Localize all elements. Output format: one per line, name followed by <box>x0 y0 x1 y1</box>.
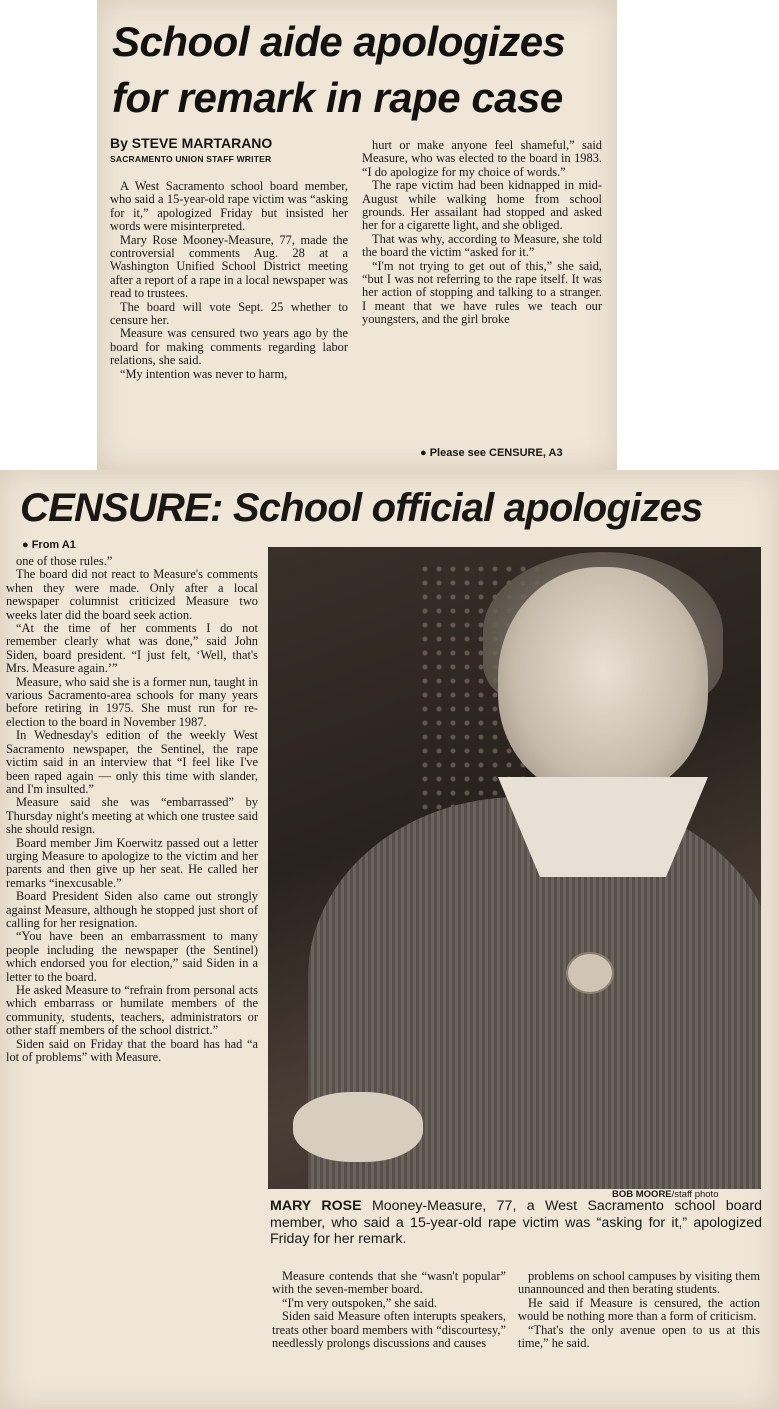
photo-caption <box>270 1198 762 1248</box>
paragraph: That was why, according to Measure, she told the board the victim “asked for it.” <box>362 231 602 260</box>
paragraph: hurt or make anyone feel shameful,” said Measure, who was elected to the board in 1983. “I do apologize for my choice of words.” <box>362 138 602 179</box>
paragraph: A West Sacramento school board member, who said a 15-year-old rape victim was “asking for it,” apologized Friday but insisted her words were misinterpreted. <box>110 179 348 234</box>
caption-text: Mooney-Measure, 77, a West Sacramento school board member, who said a 15-year-old rape victim was “asking for it,” apologized Friday for her remark. <box>270 1198 762 1247</box>
photo-pendant <box>566 952 614 994</box>
bottom-article-left-column <box>6 555 258 1064</box>
paragraph: Board President Siden also came out strongly against Measure, although he stopped just short of calling for her resignation. <box>6 889 258 930</box>
photo-credit-role: /staff photo <box>671 1189 719 1200</box>
paragraph: The rape victim had been kidnapped in mid-August while walking home from school grounds. Her assailant had stopped and asked her for a cigarette light, and she obliged. <box>362 178 602 233</box>
paragraph: The board will vote Sept. 25 whether to censure her. <box>110 299 348 328</box>
paragraph: In Wednesday's edition of the weekly West Sacramento newspaper, the Sentinel, the rape victim said in an interview that “I feel like I've been raped again — only this time with slander, and I'm insulted.” <box>6 728 258 796</box>
byline: By STEVE MARTARANO <box>110 135 273 151</box>
paragraph: Siden said Measure often interupts speakers, treats other board members with “discourtesy,” needlessly prolongs discussions and causes <box>272 1309 506 1351</box>
paragraph: Measure was censured two years ago by the board for making comments regarding labor relations, she said. <box>110 326 348 368</box>
bottom-article-right-column <box>518 1270 760 1350</box>
jump-line: ● Please see CENSURE, A3 <box>420 447 563 459</box>
paragraph: “I'm very outspoken,” she said. <box>282 1295 438 1310</box>
paragraph: Measure, who said she is a former nun, taught in various Sacramento-area schools for many years before retiring in 1975. She must run for re-election to the board in November 1987. <box>6 674 258 729</box>
top-article-column-2 <box>362 139 602 327</box>
paragraph: Measure said she was “embarrassed” by Thursday night's meeting at which one trustee said she should resign. <box>6 795 258 837</box>
paragraph: “You have been an embarrassment to many people including the newspaper (the Sentinel) which endorsed you for election,” said Siden in a letter to the board. <box>6 929 258 984</box>
top-article-column-1 <box>110 180 348 381</box>
paragraph: Board member Jim Koerwitz passed out a letter urging Measure to apologize to the victim and her parents and then give up her seat. He called her remarks “inexcusable.” <box>6 835 258 890</box>
paragraph: The board did not react to Measure's comments when they were made. Only after a local newspaper columnist criticized Measure two weeks later did the board seek action. <box>6 567 258 622</box>
portrait-photo <box>268 547 761 1189</box>
paragraph: problems on school campuses by visiting them unannounced and then berating students. <box>518 1269 760 1297</box>
paragraph: “I'm not trying to get out of this,” she said, “but I was not referring to the rape itself. It was her action of stopping and talking to a stranger. I meant that we have rules we teach our youngsters, and the girl broke <box>362 258 602 327</box>
paragraph: He asked Measure to “refrain from personal acts which embarrass or humilate members of the community, students, teachers, administrators or other staff members of the school district.” <box>6 983 258 1038</box>
paragraph: He said if Measure is censured, the action would be nothing more than a form of criticism. <box>518 1295 760 1324</box>
photo-credit-name: BOB MOORE <box>612 1189 672 1200</box>
paragraph: “At the time of her comments I do not remember clearly what was done,” said John Siden, board president. “I just felt, ‘Well, that's Mrs. Measure again.’” <box>6 621 258 676</box>
headline-line-2: for remark in rape case <box>112 74 563 121</box>
bottom-article-middle-column <box>272 1270 506 1350</box>
caption-name: MARY ROSE <box>270 1198 362 1214</box>
from-marker: ● From A1 <box>22 539 76 551</box>
paragraph: Siden said on Friday that the board has had “a lot of problems” with Measure. <box>6 1036 258 1065</box>
paragraph: “That's the only avenue open to us at this time,” he said. <box>518 1322 760 1351</box>
photo-figure-face <box>498 567 708 797</box>
byline-affiliation: SACRAMENTO UNION STAFF WRITER <box>110 154 272 164</box>
continuation-headline: CENSURE: School official apologizes <box>20 486 703 530</box>
paragraph: Mary Rose Mooney-Measure, 77, made the controversial comments Aug. 28 at a Washington Unified School District meeting after a report of a rape in a local newspaper was read to trustees. <box>110 232 348 301</box>
paragraph: “My intention was never to harm, <box>120 366 288 381</box>
headline-line-1: School aide apologizes <box>112 18 566 65</box>
paragraph: one of those rules.” <box>16 554 113 568</box>
paragraph: Measure contends that she “wasn't popular” with the seven-member board. <box>272 1269 506 1297</box>
photo-hand <box>293 1092 423 1162</box>
